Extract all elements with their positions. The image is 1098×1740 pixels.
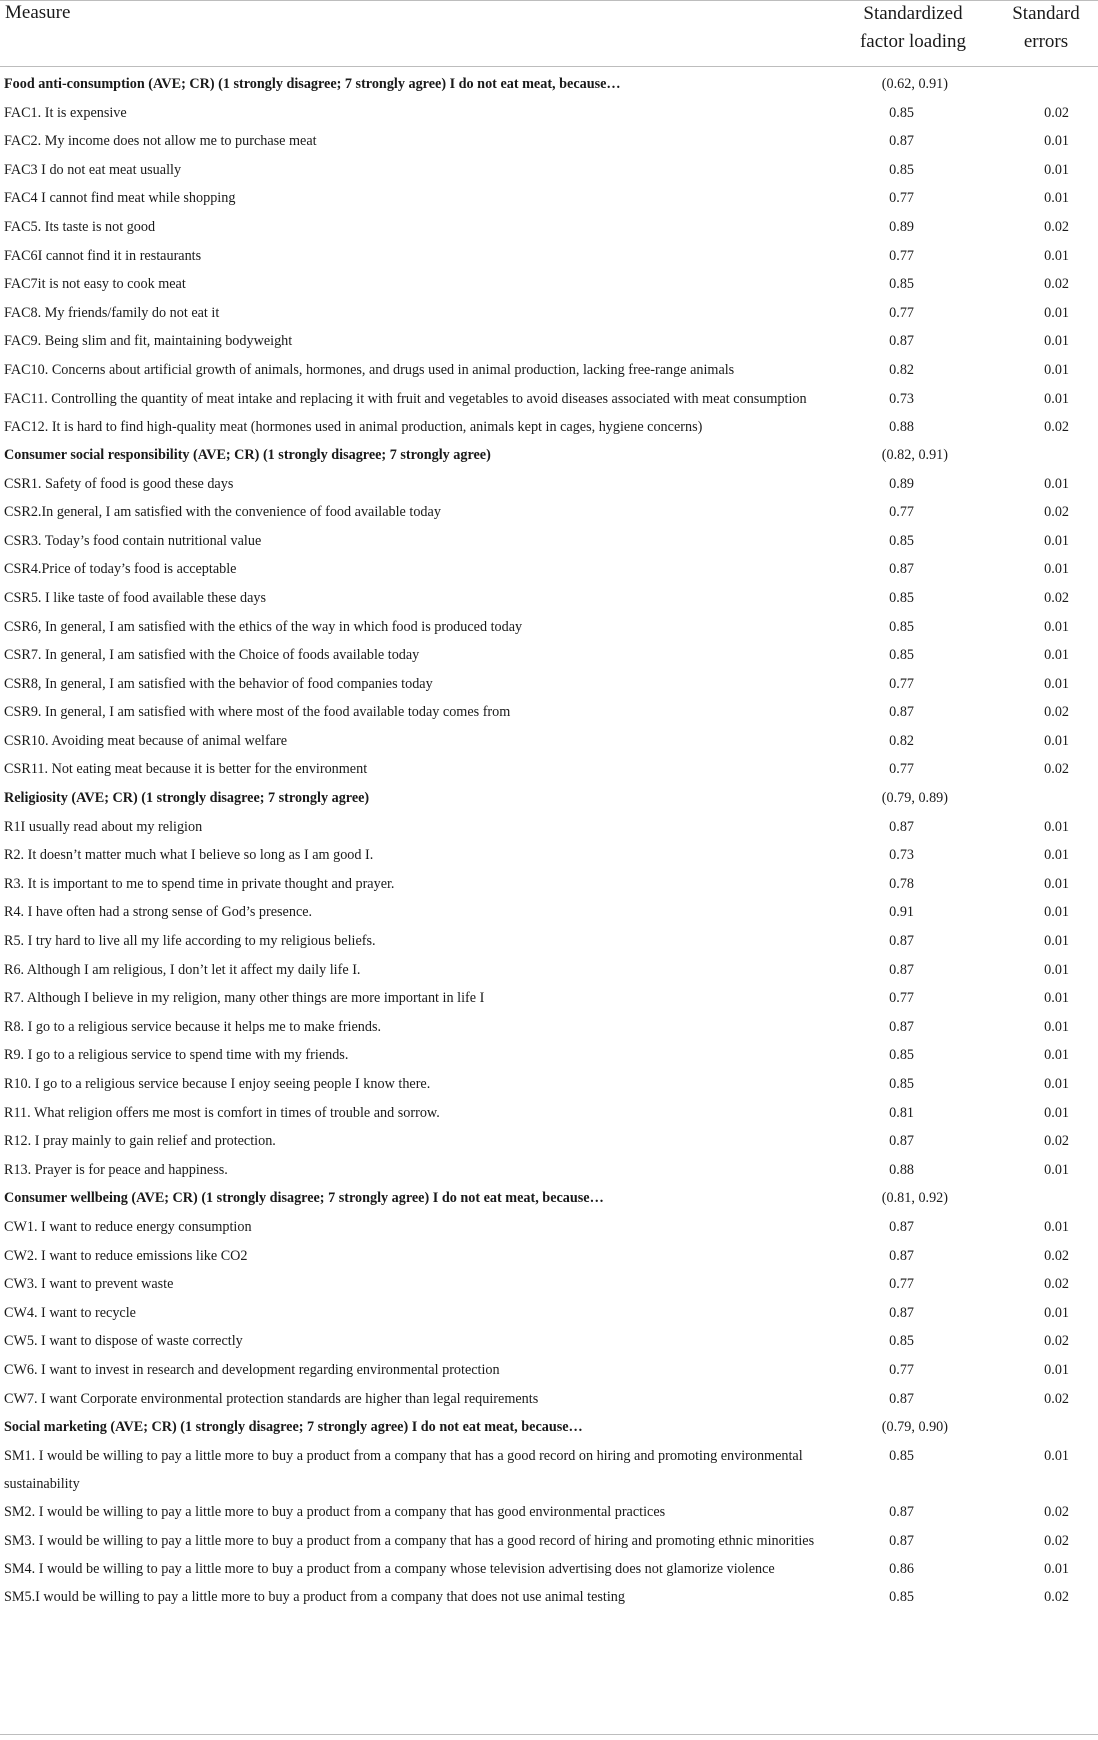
factor-loading-cell: (0.79, 0.90)	[881, 1419, 948, 1436]
measure-cell: R5. I try hard to live all my life according to my religious beliefs.	[4, 933, 376, 950]
standard-error-cell: 0.01	[1044, 732, 1069, 749]
table-row	[0, 413, 1098, 441]
standard-error-cell: 0.02	[1044, 1133, 1069, 1150]
factor-loading-cell: 0.89	[889, 475, 914, 492]
factor-loading-cell: 0.77	[889, 990, 914, 1007]
measure-cell: FAC7it is not easy to cook meat	[4, 276, 186, 293]
factor-loading-cell: 0.86	[889, 1560, 914, 1577]
factor-loading-cell: 0.77	[889, 675, 914, 692]
factor-loading-cell: 0.85	[889, 276, 914, 293]
table-row	[0, 613, 1098, 642]
measure-cell: CW5. I want to dispose of waste correctly	[4, 1333, 243, 1350]
table-row	[0, 498, 1098, 527]
standard-error-cell: 0.01	[1044, 1018, 1069, 1035]
header-se-line2: errors	[1023, 31, 1069, 52]
measure-cell: R11. What religion offers me most is comfort in times of trouble and sorrow.	[4, 1104, 440, 1121]
measure-cell: Social marketing (AVE; CR) (1 strongly disagree; 7 strongly agree) I do not eat meat, because…	[4, 1419, 583, 1436]
table-row	[0, 927, 1098, 956]
standard-error-cell: 0.01	[1044, 1161, 1069, 1178]
factor-loading-cell: 0.85	[889, 1047, 914, 1064]
header-standard-errors	[996, 0, 1096, 56]
table-row	[0, 670, 1098, 699]
factor-loading-cell: 0.85	[889, 104, 914, 121]
table-row	[0, 1299, 1098, 1328]
measure-cell: SM5.I would be willing to pay a little more to buy a product from a company that does not use animal testing	[4, 1589, 625, 1606]
table-row	[0, 727, 1098, 756]
table-row	[0, 1127, 1098, 1156]
standard-error-cell: 0.01	[1044, 361, 1069, 378]
standard-error-cell: 0.01	[1044, 990, 1069, 1007]
factor-loading-cell: 0.78	[889, 875, 914, 892]
standard-error-cell: 0.01	[1044, 161, 1069, 178]
table-row	[0, 127, 1098, 156]
table-row	[0, 184, 1098, 213]
factor-loading-cell: 0.87	[889, 961, 914, 978]
factor-loading-cell: (0.81, 0.92)	[881, 1190, 948, 1207]
standard-error-cell: 0.02	[1044, 104, 1069, 121]
standard-error-cell: 0.01	[1044, 1447, 1069, 1464]
measure-cell: FAC12. It is hard to find high-quality meat (hormones used in animal production, animals kept in cages, hygiene concerns)	[4, 418, 703, 435]
standard-error-cell: 0.02	[1044, 418, 1069, 435]
table-row	[0, 1270, 1098, 1299]
factor-loading-cell: 0.91	[889, 904, 914, 921]
measure-cell: CW1. I want to reduce energy consumption	[4, 1218, 252, 1235]
factor-loading-cell: 0.87	[889, 1133, 914, 1150]
header-measure: Measure	[5, 2, 71, 23]
measure-cell: CSR4.Price of today’s food is acceptable	[4, 561, 237, 578]
standard-error-cell: 0.02	[1044, 218, 1069, 235]
table-row	[0, 242, 1098, 271]
measure-cell: CW4. I want to recycle	[4, 1304, 136, 1321]
measure-cell: SM4. I would be willing to pay a little more to buy a product from a company whose television advertising does not glamorize violence	[4, 1560, 775, 1577]
factor-loading-cell: 0.77	[889, 1276, 914, 1293]
factor-loading-cell: 0.87	[889, 1247, 914, 1264]
table-row	[0, 1041, 1098, 1070]
factor-loading-cell: 0.87	[889, 1018, 914, 1035]
measure-cell: FAC9. Being slim and fit, maintaining bodyweight	[4, 333, 293, 350]
table-row	[0, 1327, 1098, 1356]
standard-error-cell: 0.01	[1044, 304, 1069, 321]
measure-cell: R12. I pray mainly to gain relief and protection.	[4, 1133, 276, 1150]
table-row	[0, 1070, 1098, 1099]
measure-cell: R3. It is important to me to spend time in private thought and prayer.	[4, 875, 395, 892]
measure-cell: SM3. I would be willing to pay a little more to buy a product from a company that has a good record of hiring and promoting ethnic minorities	[4, 1532, 815, 1549]
measure-cell: FAC8. My friends/family do not eat it	[4, 304, 220, 321]
measure-cell: R6. Although I am religious, I don’t let it affect my daily life I.	[4, 961, 361, 978]
table-row	[0, 1442, 1098, 1498]
factor-loading-cell: 0.82	[889, 732, 914, 749]
measure-cell: R8. I go to a religious service because it helps me to make friends.	[4, 1018, 382, 1035]
table-row	[0, 984, 1098, 1013]
table-row	[0, 813, 1098, 842]
header-sfl-line2: factor loading	[859, 31, 967, 52]
table-row	[0, 99, 1098, 128]
measure-cell: CSR2.In general, I am satisfied with the convenience of food available today	[4, 504, 441, 521]
table-row	[0, 1156, 1098, 1185]
standard-error-cell: 0.01	[1044, 647, 1069, 664]
measure-cell: CSR3. Today’s food contain nutritional value	[4, 532, 262, 549]
measure-cell: Consumer wellbeing (AVE; CR) (1 strongly disagree; 7 strongly agree) I do not eat meat, because…	[4, 1190, 604, 1207]
standard-error-cell: 0.01	[1044, 1560, 1069, 1577]
table-row	[0, 1555, 1098, 1583]
table-row	[0, 870, 1098, 899]
measure-cell: CSR6, In general, I am satisfied with the ethics of the way in which food is produced today	[4, 618, 523, 635]
factor-loading-cell: 0.87	[889, 1504, 914, 1521]
factor-loading-cell: 0.77	[889, 504, 914, 521]
factor-loading-cell: 0.85	[889, 647, 914, 664]
factor-loading-cell: 0.85	[889, 1589, 914, 1606]
header-standardized-factor-loading	[848, 0, 978, 56]
measure-cell: CSR11. Not eating meat because it is better for the environment	[4, 761, 368, 778]
measure-cell: FAC5. Its taste is not good	[4, 218, 156, 235]
measure-cell: FAC4 I cannot find meat while shopping	[4, 190, 236, 207]
standard-error-cell: 0.02	[1044, 1390, 1069, 1407]
factor-loading-cell: 0.77	[889, 247, 914, 264]
standard-error-cell: 0.01	[1044, 247, 1069, 264]
standard-error-cell: 0.01	[1044, 847, 1069, 864]
standard-error-cell: 0.01	[1044, 933, 1069, 950]
section-header-row	[0, 1184, 1098, 1213]
standard-error-cell: 0.02	[1044, 761, 1069, 778]
measure-cell: R1I usually read about my religion	[4, 818, 203, 835]
section-header-row	[0, 70, 1098, 99]
factor-loading-cell: (0.79, 0.89)	[881, 790, 948, 807]
measure-cell: FAC1. It is expensive	[4, 104, 127, 121]
factor-loading-cell: 0.85	[889, 618, 914, 635]
standard-error-cell: 0.02	[1044, 704, 1069, 721]
factor-loading-cell: 0.73	[889, 390, 914, 407]
measure-cell: CSR5. I like taste of food available these days	[4, 589, 267, 606]
standard-error-cell: 0.01	[1044, 618, 1069, 635]
measure-cell: CW6. I want to invest in research and development regarding environmental protection	[4, 1361, 500, 1378]
standard-error-cell: 0.01	[1044, 190, 1069, 207]
factor-loading-cell: 0.87	[889, 133, 914, 150]
factor-loading-cell: 0.77	[889, 304, 914, 321]
measure-cell: R9. I go to a religious service to spend time with my friends.	[4, 1047, 349, 1064]
factor-loading-cell: 0.82	[889, 361, 914, 378]
table-row	[0, 527, 1098, 556]
table-row	[0, 299, 1098, 328]
measure-cell: CSR9. In general, I am satisfied with where most of the food available today comes from	[4, 704, 511, 721]
measure-cell: CSR10. Avoiding meat because of animal welfare	[4, 732, 288, 749]
table-body	[0, 70, 1098, 1612]
standard-error-cell: 0.01	[1044, 475, 1069, 492]
factor-loading-cell: 0.87	[889, 561, 914, 578]
standard-error-cell: 0.01	[1044, 961, 1069, 978]
factor-loading-cell: 0.77	[889, 761, 914, 778]
measure-cell: FAC2. My income does not allow me to purchase meat	[4, 133, 317, 150]
factor-loading-cell: 0.87	[889, 333, 914, 350]
section-header-row	[0, 784, 1098, 813]
standard-error-cell: 0.01	[1044, 818, 1069, 835]
measure-cell: CSR8, In general, I am satisfied with the behavior of food companies today	[4, 675, 433, 692]
table-row	[0, 641, 1098, 670]
standard-error-cell: 0.02	[1044, 1247, 1069, 1264]
standard-error-cell: 0.01	[1044, 561, 1069, 578]
measure-cell: CW2. I want to reduce emissions like CO2	[4, 1247, 248, 1264]
table-row	[0, 327, 1098, 356]
standard-error-cell: 0.02	[1044, 1276, 1069, 1293]
table-row	[0, 956, 1098, 985]
section-header-row	[0, 1413, 1098, 1442]
table-row	[0, 1385, 1098, 1414]
factor-loading-cell: 0.81	[889, 1104, 914, 1121]
factor-loading-cell: 0.87	[889, 818, 914, 835]
table-row	[0, 1099, 1098, 1128]
table-row	[0, 270, 1098, 299]
measure-cell: R13. Prayer is for peace and happiness.	[4, 1161, 228, 1178]
factor-loading-cell: 0.85	[889, 1076, 914, 1092]
measure-cell: FAC11. Controlling the quantity of meat intake and replacing it with fruit and vegetables to avoid diseases associated with meat consumption	[4, 390, 807, 407]
factor-loading-cell: 0.87	[889, 1218, 914, 1235]
section-header-row	[0, 441, 1098, 470]
measure-cell: R2. It doesn’t matter much what I believe so long as I am good I.	[4, 847, 374, 864]
table-row	[0, 698, 1098, 727]
standard-error-cell: 0.01	[1044, 1361, 1069, 1378]
table-row	[0, 755, 1098, 784]
table-row	[0, 1013, 1098, 1042]
factor-loading-cell: 0.87	[889, 1390, 914, 1407]
factor-loading-cell: 0.73	[889, 847, 914, 864]
table-row	[0, 555, 1098, 584]
standard-error-cell: 0.01	[1044, 133, 1069, 150]
table-row	[0, 1213, 1098, 1242]
standard-error-cell: 0.01	[1044, 904, 1069, 921]
standard-error-cell: 0.02	[1044, 504, 1069, 521]
table-bottom-rule	[0, 1734, 1098, 1735]
standard-error-cell: 0.01	[1044, 532, 1069, 549]
table-row	[0, 213, 1098, 242]
table-row	[0, 470, 1098, 499]
standard-error-cell: 0.01	[1044, 1304, 1069, 1321]
standard-error-cell: 0.02	[1044, 1532, 1069, 1549]
standard-error-cell: 0.02	[1044, 1504, 1069, 1521]
standard-error-cell: 0.02	[1044, 589, 1069, 606]
standard-error-cell: 0.01	[1044, 675, 1069, 692]
factor-loading-cell: 0.88	[889, 418, 914, 435]
header-se-line1: Standard	[1012, 3, 1080, 24]
table-row	[0, 1527, 1098, 1555]
factor-loading-cell: 0.87	[889, 704, 914, 721]
measure-cell: Religiosity (AVE; CR) (1 strongly disagree; 7 strongly agree)	[4, 790, 370, 807]
standard-error-cell: 0.01	[1044, 390, 1069, 407]
measure-cell: CSR1. Safety of food is good these days	[4, 475, 234, 492]
factor-loading-cell: (0.82, 0.91)	[881, 446, 948, 463]
measure-cell: FAC3 I do not eat meat usually	[4, 161, 182, 178]
table-header	[0, 0, 1098, 67]
factor-loading-cell: 0.85	[889, 1447, 914, 1464]
table-row	[0, 1583, 1098, 1612]
measure-cell: Consumer social responsibility (AVE; CR) (1 strongly disagree; 7 strongly agree)	[4, 446, 491, 463]
measure-cell: CW3. I want to prevent waste	[4, 1276, 174, 1293]
table-row	[0, 841, 1098, 870]
factor-loading-cell: 0.85	[889, 1333, 914, 1350]
table-row	[0, 584, 1098, 613]
table-row	[0, 898, 1098, 927]
table-row	[0, 1242, 1098, 1271]
measure-cell: SM1. I would be willing to pay a little more to buy a product from a company that has a good record on hiring and promoting environmental sustainability	[4, 1447, 803, 1492]
table-row	[0, 1498, 1098, 1527]
factor-loading-cell: 0.87	[889, 933, 914, 950]
factor-loading-cell: 0.85	[889, 161, 914, 178]
standard-error-cell: 0.01	[1044, 875, 1069, 892]
standard-error-cell: 0.01	[1044, 333, 1069, 350]
factor-loading-cell: 0.77	[889, 190, 914, 207]
measure-cell: FAC10. Concerns about artificial growth of animals, hormones, and drugs used in animal production, lacking free-range animals	[4, 361, 735, 378]
table-row	[0, 156, 1098, 185]
standard-error-cell: 0.01	[1044, 1104, 1069, 1121]
measure-cell: FAC6I cannot find it in restaurants	[4, 247, 202, 264]
factor-loading-cell: 0.85	[889, 589, 914, 606]
measure-cell: SM2. I would be willing to pay a little more to buy a product from a company that has good environmental practices	[4, 1504, 666, 1521]
measure-cell: R4. I have often had a strong sense of God’s presence.	[4, 904, 313, 921]
standard-error-cell: 0.02	[1044, 276, 1069, 293]
measure-cell: Food anti-consumption (AVE; CR) (1 strongly disagree; 7 strongly agree) I do not eat meat, because…	[4, 76, 621, 92]
factor-loading-cell: 0.85	[889, 532, 914, 549]
measure-cell: CSR7. In general, I am satisfied with the Choice of foods available today	[4, 647, 420, 664]
standard-error-cell: 0.01	[1044, 1047, 1069, 1064]
header-sfl-line1: Standardized	[863, 3, 963, 24]
table-row	[0, 356, 1098, 385]
standard-error-cell: 0.01	[1044, 1218, 1069, 1235]
standard-error-cell: 0.02	[1044, 1333, 1069, 1350]
standard-error-cell: 0.02	[1044, 1589, 1069, 1606]
factor-loading-cell: 0.87	[889, 1304, 914, 1321]
factor-loading-cell: 0.88	[889, 1161, 914, 1178]
table-row	[0, 1356, 1098, 1385]
measure-cell: CW7. I want Corporate environmental protection standards are higher than legal requirements	[4, 1390, 539, 1407]
factor-loading-cell: 0.89	[889, 218, 914, 235]
table-row	[0, 385, 1098, 413]
factor-loading-cell: 0.87	[889, 1532, 914, 1549]
factor-loading-cell: (0.62, 0.91)	[881, 76, 948, 92]
measure-cell: R7. Although I believe in my religion, many other things are more important in life I	[4, 990, 485, 1007]
factor-loading-cell: 0.77	[889, 1361, 914, 1378]
standard-error-cell: 0.01	[1044, 1076, 1069, 1092]
measure-cell: R10. I go to a religious service because I enjoy seeing people I know there.	[4, 1076, 431, 1092]
